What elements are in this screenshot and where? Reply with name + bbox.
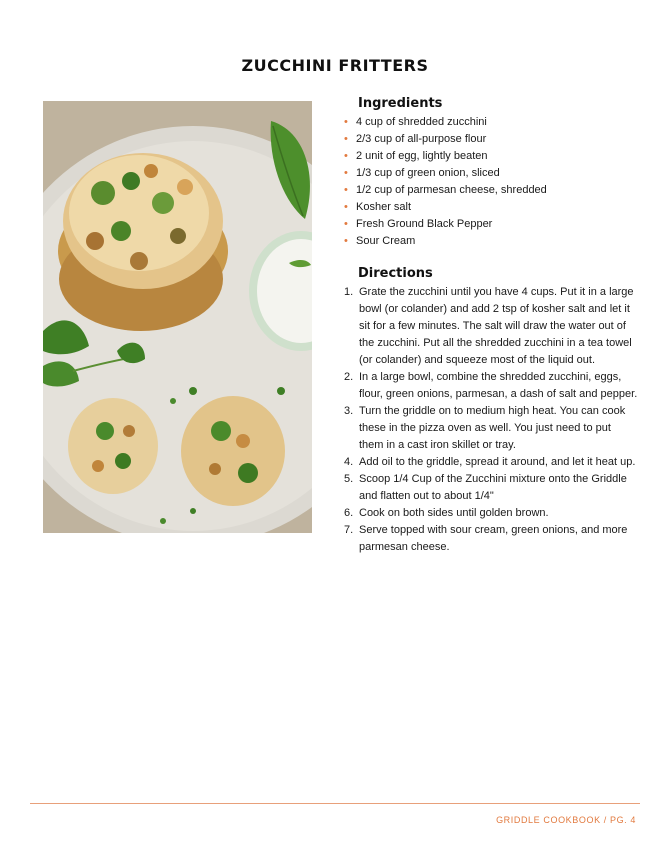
recipe-text (342, 96, 638, 556)
bullet-icon: • (344, 218, 348, 230)
list-item: • Kosher salt (342, 199, 638, 216)
list-item: 5. Scoop 1/4 Cup of the Zucchini mixture onto the Griddle and flatten out to about 1/4" (344, 473, 627, 502)
ingredients-heading: Ingredients (358, 96, 443, 111)
bullet-icon: • (344, 235, 348, 247)
page-title: ZUCCHINI FRITTERS (241, 56, 429, 75)
directions-list (342, 284, 638, 556)
list-item: • 1/3 cup of green onion, sliced (342, 165, 638, 182)
footer-divider (30, 803, 640, 804)
bullet-icon: • (344, 167, 348, 179)
bullet-icon: • (344, 150, 348, 162)
list-item: • 2/3 cup of all-purpose flour (342, 131, 638, 148)
bullet-icon: • (344, 184, 348, 196)
directions-heading: Directions (358, 266, 433, 281)
footer-page-label: GRIDDLE COOKBOOK / PG. 4 (496, 815, 636, 825)
list-item: 1. Grate the zucchini until you have 4 cups. Put it in a large bowl (or colander) and add 2 tsp of kosher salt and let it sit for a few minutes. The salt will draw the water out of the zucchini. Put all the shredded zucchini in a tea towel (or colander) and squeeze most of the liquid out. (344, 286, 634, 366)
list-item: • 4 cup of shredded zucchini (342, 114, 638, 131)
recipe-photo (43, 101, 312, 533)
list-item: • Sour Cream (342, 233, 638, 250)
bullet-icon: • (344, 133, 348, 145)
list-item: 6. Cook on both sides until golden brown. (344, 507, 549, 519)
ingredients-list (342, 114, 638, 250)
list-item: • 1/2 cup of parmesan cheese, shredded (342, 182, 638, 199)
list-item: 7. Serve topped with sour cream, green onions, and more parmesan cheese. (344, 524, 628, 553)
list-item: 2. In a large bowl, combine the shredded zucchini, eggs, flour, green onions, parmesan, a dash of salt and pepper. (344, 371, 638, 400)
list-item: 3. Turn the griddle on to medium high heat. You can cook these in the pizza oven as well. You just need to put them in a cast iron skillet or tray. (344, 405, 626, 451)
list-item: • 2 unit of egg, lightly beaten (342, 148, 638, 165)
bullet-icon: • (344, 201, 348, 213)
list-item: 4. Add oil to the griddle, spread it around, and let it heat up. (344, 456, 636, 468)
list-item: • Fresh Ground Black Pepper (342, 216, 638, 233)
bullet-icon: • (344, 116, 348, 128)
